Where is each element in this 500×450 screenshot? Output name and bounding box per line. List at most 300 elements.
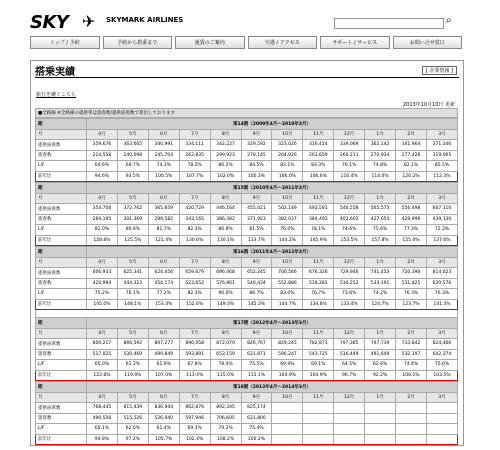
nav-item-1[interactable]: 予約から搭乗まで bbox=[103, 36, 173, 49]
table-cell bbox=[426, 403, 457, 414]
table-cell bbox=[396, 424, 427, 435]
table-row bbox=[36, 403, 458, 414]
table-cell: 620,576 bbox=[426, 278, 457, 289]
table-cell: 652,245 bbox=[241, 268, 272, 279]
row-label: 提供座席数 bbox=[36, 268, 87, 279]
table-cell: 100.3% bbox=[241, 171, 272, 182]
year-heading: 第16期（2011年4月〜2012年3月） bbox=[87, 247, 458, 258]
month-header-cell: 4月 bbox=[87, 257, 118, 268]
table-cell: 319,065 bbox=[426, 150, 457, 161]
table-cell: 97.2% bbox=[117, 434, 148, 445]
table-cell: 530,469 bbox=[117, 349, 148, 360]
table-cell: 74.3% bbox=[148, 161, 179, 172]
table-cell: 576,861 bbox=[210, 278, 241, 289]
table-cell bbox=[303, 413, 334, 424]
table-cell: 123.7% bbox=[396, 299, 427, 310]
month-header-cell: 12月 bbox=[334, 193, 365, 204]
table-cell: 94.8% bbox=[87, 434, 118, 445]
table-row bbox=[36, 150, 458, 161]
month-header-label: 月 bbox=[36, 129, 87, 140]
table-cell: 157.8% bbox=[365, 235, 396, 246]
table-cell: 384,493 bbox=[303, 214, 334, 225]
month-header-cell: 8月 bbox=[210, 328, 241, 339]
table-cell: 245,704 bbox=[148, 150, 179, 161]
period-label-cell: 期 bbox=[36, 247, 87, 258]
month-header-cell: 10月 bbox=[272, 129, 303, 140]
table-cell: 420,729 bbox=[179, 204, 210, 215]
table-cell: 499,849 bbox=[148, 349, 179, 360]
table-cell: 676,326 bbox=[303, 268, 334, 279]
month-header-cell: 6月 bbox=[148, 257, 179, 268]
table-cell: 653,159 bbox=[210, 349, 241, 360]
table-cell: 79.2% bbox=[210, 424, 241, 435]
table-cell: 729,946 bbox=[334, 268, 365, 279]
table-cell: 523,652 bbox=[179, 278, 210, 289]
table-cell: 108.2% bbox=[210, 434, 241, 445]
table-cell: 540,434 bbox=[241, 278, 272, 289]
back-link[interactable]: 旅行を継ぐこちら bbox=[36, 92, 77, 98]
month-header-cell: 1月 bbox=[365, 193, 396, 204]
month-header-cell: 9月 bbox=[241, 392, 272, 403]
month-header-cell: 6月 bbox=[148, 392, 179, 403]
table-cell: 455,421 bbox=[241, 204, 272, 215]
month-header-cell: 6月 bbox=[148, 129, 179, 140]
month-row bbox=[36, 392, 458, 403]
month-header-cell: 9月 bbox=[241, 193, 272, 204]
table-cell: 64.5% bbox=[334, 360, 365, 371]
yoy-row bbox=[36, 235, 458, 246]
table-cell: 155.0% bbox=[396, 235, 427, 246]
table-cell: 93.5% bbox=[117, 171, 148, 182]
row-label: 前年比 bbox=[36, 434, 87, 445]
month-header-cell: 3月 bbox=[426, 193, 457, 204]
table-cell: 120.2% bbox=[396, 171, 427, 182]
table-row bbox=[36, 339, 458, 350]
table-cell: 829,245 bbox=[272, 339, 303, 350]
month-header-cell: 9月 bbox=[241, 129, 272, 140]
year-heading: 第17期（2012年4月〜2013年3月） bbox=[87, 318, 458, 329]
period-label-cell: 期 bbox=[36, 119, 87, 130]
table-cell: 130.1% bbox=[210, 235, 241, 246]
table-row bbox=[36, 278, 458, 289]
row-label: 旅客数 bbox=[36, 413, 87, 424]
table-cell: 371,923 bbox=[241, 214, 272, 225]
row-label: 前年比 bbox=[36, 235, 87, 246]
table-cell: 121.4% bbox=[148, 235, 179, 246]
table-cell bbox=[303, 403, 334, 414]
month-header-cell: 5月 bbox=[117, 129, 148, 140]
table-cell: 696,468 bbox=[210, 268, 241, 279]
row-label: 前年比 bbox=[36, 370, 87, 381]
month-header-label: 月 bbox=[36, 257, 87, 268]
table-cell: 74.2% bbox=[365, 289, 396, 300]
table-cell: 382,037 bbox=[272, 214, 303, 225]
table-cell: 797,739 bbox=[365, 339, 396, 350]
table-cell: 78.4% bbox=[210, 360, 241, 371]
table-row bbox=[36, 204, 458, 215]
month-header-cell: 8月 bbox=[210, 257, 241, 268]
table-cell: 84.5% bbox=[241, 161, 272, 172]
table-cell: 114.0% bbox=[365, 171, 396, 182]
table-cell: 76.3% bbox=[396, 289, 427, 300]
table-cell: 278,145 bbox=[241, 150, 272, 161]
table-cell: 74.6% bbox=[334, 225, 365, 236]
month-header-cell: 1月 bbox=[365, 328, 396, 339]
month-header-cell: 11月 bbox=[303, 257, 334, 268]
table-cell: 892,345 bbox=[210, 403, 241, 414]
table-cell: 61.9% bbox=[148, 360, 179, 371]
yoy-row bbox=[36, 370, 458, 381]
results-grid bbox=[35, 108, 458, 445]
year-heading-row bbox=[36, 119, 458, 130]
month-row bbox=[36, 129, 458, 140]
table-cell: 104.9% bbox=[272, 370, 303, 381]
table-cell: 444,323 bbox=[117, 278, 148, 289]
table-cell: 896,058 bbox=[179, 339, 210, 350]
table-cell: 78.1% bbox=[303, 225, 334, 236]
year-table-2 bbox=[35, 246, 458, 310]
table-cell: 76.1% bbox=[117, 289, 148, 300]
table-cell: 621,800 bbox=[241, 413, 272, 424]
month-header-cell: 10月 bbox=[272, 193, 303, 204]
table-cell: 115.0% bbox=[210, 370, 241, 381]
table-cell: 224,558 bbox=[87, 150, 118, 161]
title-row bbox=[35, 63, 459, 78]
month-header-cell: 11月 bbox=[303, 328, 334, 339]
table-cell: 75.6% bbox=[426, 360, 457, 371]
month-header-cell: 11月 bbox=[303, 193, 334, 204]
month-header-cell: 5月 bbox=[117, 257, 148, 268]
month-header-cell: 2月 bbox=[396, 392, 427, 403]
search-input[interactable] bbox=[334, 18, 444, 29]
table-cell bbox=[334, 424, 365, 435]
table-cell: 720,390 bbox=[396, 268, 427, 279]
table-row bbox=[36, 214, 458, 225]
table-cell: 454,174 bbox=[148, 278, 179, 289]
month-header-cell: 1月 bbox=[365, 129, 396, 140]
table-cell bbox=[365, 434, 396, 445]
nav-item-0[interactable]: トップ / 予約 bbox=[30, 36, 100, 49]
table-cell bbox=[365, 403, 396, 414]
year-table-3 bbox=[35, 317, 458, 381]
table-cell: 137.6% bbox=[426, 235, 457, 246]
month-header-label: 月 bbox=[36, 193, 87, 204]
table-cell: 75.2% bbox=[87, 289, 118, 300]
table-cell bbox=[272, 434, 303, 445]
month-header-cell: 5月 bbox=[117, 392, 148, 403]
table-cell: 826,767 bbox=[241, 339, 272, 350]
table-cell: 78.2% bbox=[179, 161, 210, 172]
table-cell: 439,130 bbox=[426, 214, 457, 225]
table-cell: 240,098 bbox=[117, 150, 148, 161]
table-cell: 534,252 bbox=[334, 278, 365, 289]
table-cell: 403,602 bbox=[334, 214, 365, 225]
month-header-cell: 4月 bbox=[87, 392, 118, 403]
page-break-gap bbox=[35, 310, 458, 317]
yoy-row bbox=[36, 434, 458, 445]
page-frame bbox=[22, 8, 470, 448]
month-header-cell: 5月 bbox=[117, 193, 148, 204]
table-cell bbox=[303, 434, 334, 445]
year-heading-row bbox=[36, 247, 458, 258]
table-cell: 122.8% bbox=[87, 370, 118, 381]
table-cell: 301,369 bbox=[117, 214, 148, 225]
table-cell bbox=[334, 403, 365, 414]
table-cell: 81.5% bbox=[241, 225, 272, 236]
table-cell: 74.8% bbox=[365, 161, 396, 172]
row-label: 旅客数 bbox=[36, 349, 87, 360]
year-table-4 bbox=[35, 381, 458, 445]
table-row bbox=[36, 424, 458, 435]
month-header-cell: 11月 bbox=[303, 392, 334, 403]
table-cell: 814,023 bbox=[426, 268, 457, 279]
month-header-cell: 1月 bbox=[365, 257, 396, 268]
site-logo[interactable]: SKY bbox=[30, 12, 69, 33]
month-header-cell: 7月 bbox=[179, 257, 210, 268]
nav-item-3[interactable]: 空港 / アクセス bbox=[248, 36, 318, 49]
table-cell: 145.3% bbox=[241, 299, 272, 310]
month-header-cell: 6月 bbox=[148, 193, 179, 204]
table-cell: 124.7% bbox=[365, 299, 396, 310]
yoy-row bbox=[36, 299, 458, 310]
month-header-cell: 6月 bbox=[148, 328, 179, 339]
table-cell: 420,994 bbox=[87, 278, 118, 289]
month-header-cell: 8月 bbox=[210, 392, 241, 403]
table-cell: 556,498 bbox=[396, 204, 427, 215]
update-date: 2013年10月10日 更新 bbox=[402, 102, 455, 108]
table-cell: 75.4% bbox=[241, 424, 272, 435]
year-heading: 第14期（2009年4月〜2010年3月） bbox=[87, 119, 458, 130]
table-cell: 593,891 bbox=[179, 349, 210, 360]
table-cell: 65.0% bbox=[87, 360, 118, 371]
table-cell: 825,174 bbox=[241, 403, 272, 414]
table-cell: 74.4% bbox=[396, 360, 427, 371]
table-cell: 299,582 bbox=[148, 214, 179, 225]
table-cell: 323,026 bbox=[272, 140, 303, 151]
table-cell: 490,556 bbox=[87, 413, 118, 424]
table-cell: 64.6% bbox=[87, 161, 118, 172]
month-header-cell: 2月 bbox=[396, 257, 427, 268]
table-cell: 516,449 bbox=[334, 349, 365, 360]
nav-item-2[interactable]: 運賃のご案内 bbox=[175, 36, 245, 49]
table-cell: 359,676 bbox=[87, 140, 118, 151]
table-cell: 86.9% bbox=[210, 225, 241, 236]
table-cell: 517,025 bbox=[87, 349, 118, 360]
bird-icon: ✈ bbox=[82, 12, 96, 31]
section-tag[interactable]: [ 企業情報 ] bbox=[422, 66, 457, 75]
table-cell bbox=[272, 413, 303, 424]
table-cell: 125.5% bbox=[117, 235, 148, 246]
table-cell: 83.0% bbox=[272, 289, 303, 300]
month-header-cell: 7月 bbox=[179, 193, 210, 204]
table-cell: 107.0% bbox=[148, 370, 179, 381]
month-header-cell: 3月 bbox=[426, 257, 457, 268]
month-header-cell: 9月 bbox=[241, 328, 272, 339]
nav-item-4[interactable]: サポート / サービス bbox=[320, 36, 390, 49]
table-cell bbox=[365, 413, 396, 424]
table-cell: 606,933 bbox=[87, 268, 118, 279]
site-header bbox=[22, 8, 470, 32]
table-cell: 134.8% bbox=[303, 299, 334, 310]
table-cell: 81.0% bbox=[87, 225, 118, 236]
table-cell: 365,859 bbox=[148, 204, 179, 215]
row-label: L/F bbox=[36, 289, 87, 300]
table-cell: 741,453 bbox=[365, 268, 396, 279]
table-cell: 800,217 bbox=[87, 339, 118, 350]
table-cell bbox=[272, 403, 303, 414]
table-cell: 82.1% bbox=[396, 161, 427, 172]
month-header-cell: 4月 bbox=[87, 193, 118, 204]
table-cell bbox=[334, 413, 365, 424]
table-cell: 269,195 bbox=[87, 214, 118, 225]
year-table-0 bbox=[35, 118, 458, 182]
table-cell: 72.3% bbox=[426, 225, 457, 236]
table-cell: 152.6% bbox=[179, 299, 210, 310]
period-label-cell: 期 bbox=[36, 183, 87, 194]
table-cell: 502,149 bbox=[272, 204, 303, 215]
table-cell: 642,374 bbox=[426, 349, 457, 360]
table-cell: 76.7% bbox=[303, 289, 334, 300]
table-cell: 552,886 bbox=[272, 278, 303, 289]
table-cell bbox=[334, 434, 365, 445]
table-cell: 339,069 bbox=[334, 140, 365, 151]
table-cell: 270,934 bbox=[365, 150, 396, 161]
row-label: 提供座席数 bbox=[36, 140, 87, 151]
table-cell: 128.8% bbox=[87, 235, 118, 246]
table-cell: 597,946 bbox=[179, 413, 210, 424]
table-cell: 872,079 bbox=[210, 339, 241, 350]
month-header-cell: 9月 bbox=[241, 257, 272, 268]
table-cell: 836,944 bbox=[148, 403, 179, 414]
nav-item-5[interactable]: お問い合せ窓口 bbox=[393, 36, 463, 49]
table-cell: 277,426 bbox=[396, 150, 427, 161]
table-cell: 100.1% bbox=[396, 370, 427, 381]
month-row bbox=[36, 328, 458, 339]
row-label: L/F bbox=[36, 424, 87, 435]
table-cell: 386,382 bbox=[210, 214, 241, 225]
table-cell: 61.4% bbox=[148, 424, 179, 435]
table-cell: 299,923 bbox=[210, 150, 241, 161]
table-row bbox=[36, 140, 458, 151]
month-header-cell: 8月 bbox=[210, 193, 241, 204]
table-cell: 862,876 bbox=[179, 403, 210, 414]
table-cell: 733,842 bbox=[396, 339, 427, 350]
table-cell: 340,991 bbox=[148, 140, 179, 151]
year-heading-row bbox=[36, 183, 458, 194]
table-cell: 145.9% bbox=[303, 235, 334, 246]
table-cell: 363,665 bbox=[117, 140, 148, 151]
table-cell: 73.6% bbox=[334, 289, 365, 300]
table-cell: 82.1% bbox=[272, 161, 303, 172]
month-header-cell: 3月 bbox=[426, 129, 457, 140]
table-cell: 768,445 bbox=[87, 403, 118, 414]
month-header-cell: 3月 bbox=[426, 328, 457, 339]
grid-note: ■全路線 ※全路線の提供率は旅客数/提供座席数で算出しております bbox=[35, 108, 458, 118]
table-cell: 130.6% bbox=[179, 235, 210, 246]
table-cell: 75.6% bbox=[365, 225, 396, 236]
year-heading: 第18期（2013年4月〜2014年3月） bbox=[87, 382, 458, 393]
month-header-cell: 10月 bbox=[272, 392, 303, 403]
table-cell bbox=[396, 434, 427, 445]
table-cell: 65.1% bbox=[87, 424, 118, 435]
table-cell: 133.7% bbox=[241, 235, 272, 246]
table-cell: 565,575 bbox=[365, 204, 396, 215]
table-cell: 141.3% bbox=[426, 299, 457, 310]
month-header-label: 月 bbox=[36, 392, 87, 403]
table-cell: 69.1% bbox=[303, 360, 334, 371]
table-cell: 106.6% bbox=[303, 171, 334, 182]
table-cell: 62.6% bbox=[117, 424, 148, 435]
table-cell: 102.0% bbox=[210, 171, 241, 182]
row-label: L/F bbox=[36, 360, 87, 371]
table-cell: 371,346 bbox=[426, 140, 457, 151]
month-header-cell: 2月 bbox=[396, 328, 427, 339]
month-header-cell: 2月 bbox=[396, 193, 427, 204]
table-cell: 824,466 bbox=[426, 339, 457, 350]
table-cell: 82.3% bbox=[179, 225, 210, 236]
month-header-cell: 12月 bbox=[334, 257, 365, 268]
row-label: 提供座席数 bbox=[36, 339, 87, 350]
row-label: 提供座席数 bbox=[36, 204, 87, 215]
table-cell: 264,926 bbox=[272, 150, 303, 161]
row-label: L/F bbox=[36, 225, 87, 236]
table-cell: 115.1% bbox=[241, 370, 272, 381]
month-header-cell: 12月 bbox=[334, 328, 365, 339]
table-cell: 624,456 bbox=[148, 268, 179, 279]
table-row bbox=[36, 349, 458, 360]
month-header-cell: 12月 bbox=[334, 129, 365, 140]
table-cell: 149.3% bbox=[210, 299, 241, 310]
table-cell: 540,558 bbox=[334, 204, 365, 215]
row-label: 旅客数 bbox=[36, 214, 87, 225]
table-row bbox=[36, 413, 458, 424]
search-icon[interactable]: ⌕ bbox=[446, 15, 452, 26]
table-cell: 102.4% bbox=[179, 434, 210, 445]
table-cell: 815,439 bbox=[117, 403, 148, 414]
table-cell: 446,164 bbox=[210, 204, 241, 215]
table-cell: 526,940 bbox=[148, 413, 179, 424]
page-title: 搭乗実績 bbox=[35, 67, 75, 78]
table-cell bbox=[396, 403, 427, 414]
table-cell: 80.9% bbox=[117, 225, 148, 236]
table-cell: 372,762 bbox=[117, 204, 148, 215]
table-cell: 119.9% bbox=[117, 370, 148, 381]
table-row bbox=[36, 289, 458, 300]
table-cell bbox=[365, 424, 396, 435]
month-header-cell: 7月 bbox=[179, 328, 210, 339]
year-heading-row bbox=[36, 318, 458, 329]
table-cell: 107.7% bbox=[179, 171, 210, 182]
table-cell: 515,526 bbox=[117, 413, 148, 424]
table-cell: 700,566 bbox=[272, 268, 303, 279]
table-cell: 86.2% bbox=[210, 161, 241, 172]
row-label: 前年比 bbox=[36, 171, 87, 182]
row-label: 提供座席数 bbox=[36, 403, 87, 414]
table-cell: 82.3% bbox=[179, 289, 210, 300]
month-header-cell: 8月 bbox=[210, 129, 241, 140]
table-cell: 334,111 bbox=[179, 140, 210, 151]
table-cell: 807,277 bbox=[148, 339, 179, 350]
global-nav bbox=[30, 36, 462, 49]
month-header-cell: 10月 bbox=[272, 257, 303, 268]
table-cell: 69.3% bbox=[179, 424, 210, 435]
table-cell bbox=[426, 413, 457, 424]
row-label: 前年比 bbox=[36, 299, 87, 310]
year-heading: 第15期（2010年4月〜2011年3月） bbox=[87, 183, 458, 194]
table-cell: 492,591 bbox=[303, 204, 334, 215]
table-cell: 782,871 bbox=[303, 339, 334, 350]
month-row bbox=[36, 257, 458, 268]
